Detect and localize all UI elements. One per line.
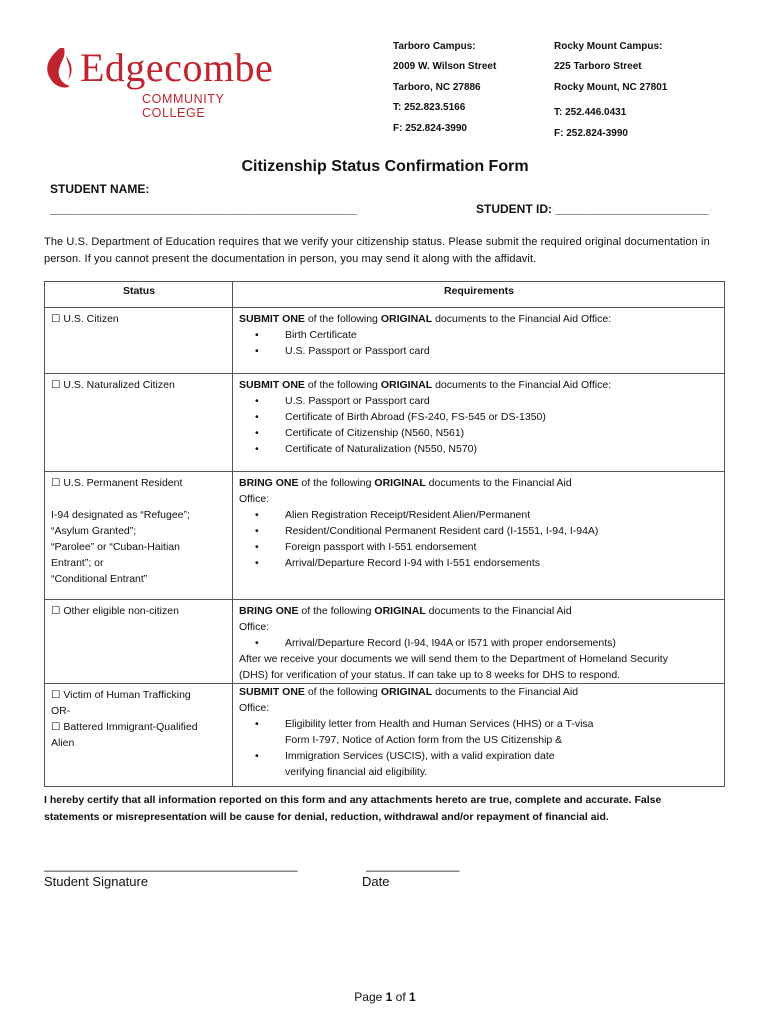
rocky-mount-city: Rocky Mount, NC 27801 (554, 82, 668, 93)
requirement-instruction: BRING ONE of the following ORIGINAL documents to the Financial Aid (239, 605, 572, 617)
tarboro-street: 2009 W. Wilson Street (393, 61, 497, 72)
status-trafficking-victim[interactable] (51, 687, 227, 703)
requirement-instruction: SUBMIT ONE of the following ORIGINAL documents to the Financial Aid Office: (239, 313, 612, 325)
status-label: U.S. Permanent Resident (63, 477, 183, 489)
status-note: I-94 designated as “Refugee”; (51, 509, 190, 521)
status-us-citizen[interactable] (51, 311, 227, 327)
document-list (239, 635, 719, 651)
list-item: • Eligibility letter from Health and Human Services (HHS) or a T-visa Form I-797, Notice of Action form from the US Citizenship & (255, 718, 594, 746)
list-item: • Resident/Conditional Permanent Resident card (I-1551, I-94, I-94A) (255, 525, 599, 537)
list-item: • Certificate of Birth Abroad (FS-240, FS-545 or DS-1350) (255, 411, 546, 423)
table-row (45, 600, 725, 684)
student-id-field[interactable]: STUDENT ID: _______________________ (476, 202, 709, 216)
list-item: • Immigration Services (USCIS), with a valid expiration date verifying financial aid eligibility. (255, 750, 555, 778)
requirement-instruction: SUBMIT ONE of the following ORIGINAL documents to the Financial Aid (239, 686, 579, 698)
list-item: • Birth Certificate (255, 329, 357, 341)
table-row (45, 308, 725, 374)
checkbox-icon[interactable]: ☐ (51, 313, 61, 325)
date-label: Date (362, 874, 390, 889)
logo-wordmark: Edgecombe (80, 45, 274, 90)
page-number: Page 1 of 1 (354, 990, 416, 1004)
college-logo (42, 42, 282, 120)
checkbox-icon[interactable]: ☐ (51, 689, 61, 701)
signature-label: Student Signature (44, 874, 149, 889)
dhs-note: After we receive your documents we will send them to the Department of Homeland Security (239, 653, 668, 665)
form-title: Citizenship Status Confirmation Form (241, 158, 529, 175)
status-label: Battered Immigrant-Qualified (63, 721, 198, 733)
status-label: Other eligible non-citizen (63, 605, 179, 617)
checkbox-icon[interactable]: ☐ (51, 721, 61, 733)
document-list (239, 716, 719, 780)
status-note: “Parolee” or “Cuban-Haitian (51, 541, 180, 553)
tarboro-city: Tarboro, NC 27886 (393, 82, 481, 93)
requirements-header: Requirements (233, 282, 725, 308)
requirement-instruction-cont: Office: (239, 621, 270, 633)
requirement-instruction: SUBMIT ONE of the following ORIGINAL documents to the Financial Aid Office: (239, 379, 612, 391)
student-name-label: STUDENT NAME: (50, 182, 150, 196)
status-battered-immigrant[interactable] (51, 719, 227, 735)
intro-paragraph: The U.S. Department of Education requires that we verify your citizenship status. Please submit the required original documentation in person. If you cannot present the documentation in person, you may send it along with the affidavit. (44, 236, 710, 265)
dhs-note: (DHS) for verification of your status. If can take up to 8 weeks for DHS to respond. (239, 669, 621, 681)
status-label: U.S. Citizen (63, 313, 119, 325)
status-label: Victim of Human Trafficking (63, 689, 191, 701)
list-item: • Certificate of Naturalization (N550, N570) (255, 443, 478, 455)
requirements-table (44, 281, 725, 787)
list-item: • Certificate of Citizenship (N560, N561) (255, 427, 465, 439)
document-list (239, 507, 719, 571)
status-header: Status (45, 282, 233, 308)
status-label: U.S. Naturalized Citizen (63, 379, 175, 391)
requirement-instruction-cont: Office: (239, 493, 270, 505)
checkbox-icon[interactable]: ☐ (51, 605, 61, 617)
student-name-field[interactable]: ______________________________________________ (50, 202, 357, 216)
date-field[interactable]: ______________ (366, 858, 460, 872)
document-list (239, 393, 719, 457)
tarboro-phone: T: 252.823.5166 (393, 102, 466, 113)
rocky-mount-street: 225 Tarboro Street (554, 61, 642, 72)
requirement-instruction: BRING ONE of the following ORIGINAL documents to the Financial Aid (239, 477, 572, 489)
list-item: • Alien Registration Receipt/Resident Alien/Permanent (255, 509, 531, 521)
signature-field[interactable]: ______________________________________ (44, 858, 298, 872)
list-item: • U.S. Passport or Passport card (255, 345, 430, 357)
list-item: • U.S. Passport or Passport card (255, 395, 430, 407)
certification-statement: I hereby certify that all information reported on this form and any attachments hereto are true, complete and accurate. False statements or misrepresentation will be cause for denial, reduction, withdrawal and/or repayment of financial aid. (44, 794, 662, 823)
checkbox-icon[interactable]: ☐ (51, 379, 61, 391)
tarboro-label: Tarboro Campus: (393, 41, 476, 52)
tarboro-fax: F: 252.824-3990 (393, 123, 467, 134)
rocky-mount-phone: T: 252.446.0431 (554, 107, 627, 118)
rocky-mount-label: Rocky Mount Campus: (554, 41, 663, 52)
status-note: “Asylum Granted”; (51, 525, 137, 537)
checkbox-icon[interactable]: ☐ (51, 477, 61, 489)
table-row (45, 374, 725, 472)
status-naturalized-citizen[interactable] (51, 377, 227, 393)
status-note: “Conditional Entrant” (51, 573, 148, 585)
flame-icon (42, 46, 76, 92)
or-label: OR- (51, 705, 71, 717)
document-list (239, 327, 719, 359)
requirement-instruction-cont: Office: (239, 702, 270, 714)
rocky-mount-fax: F: 252.824-3990 (554, 128, 628, 139)
list-item: • Arrival/Departure Record I-94 with I-551 endorsements (255, 557, 541, 569)
status-other-eligible[interactable] (51, 603, 227, 619)
list-item: • Foreign passport with I-551 endorsement (255, 541, 477, 553)
status-note: Entrant”; or (51, 557, 104, 569)
status-label-cont: Alien (51, 737, 75, 749)
table-header-row (45, 282, 725, 308)
table-row (45, 472, 725, 600)
table-row (45, 684, 725, 787)
logo-subtitle: COMMUNITY COLLEGE (142, 92, 225, 120)
list-item: • Arrival/Departure Record (I-94, I94A or I571 with proper endorsements) (255, 637, 616, 649)
status-permanent-resident[interactable] (51, 475, 227, 491)
